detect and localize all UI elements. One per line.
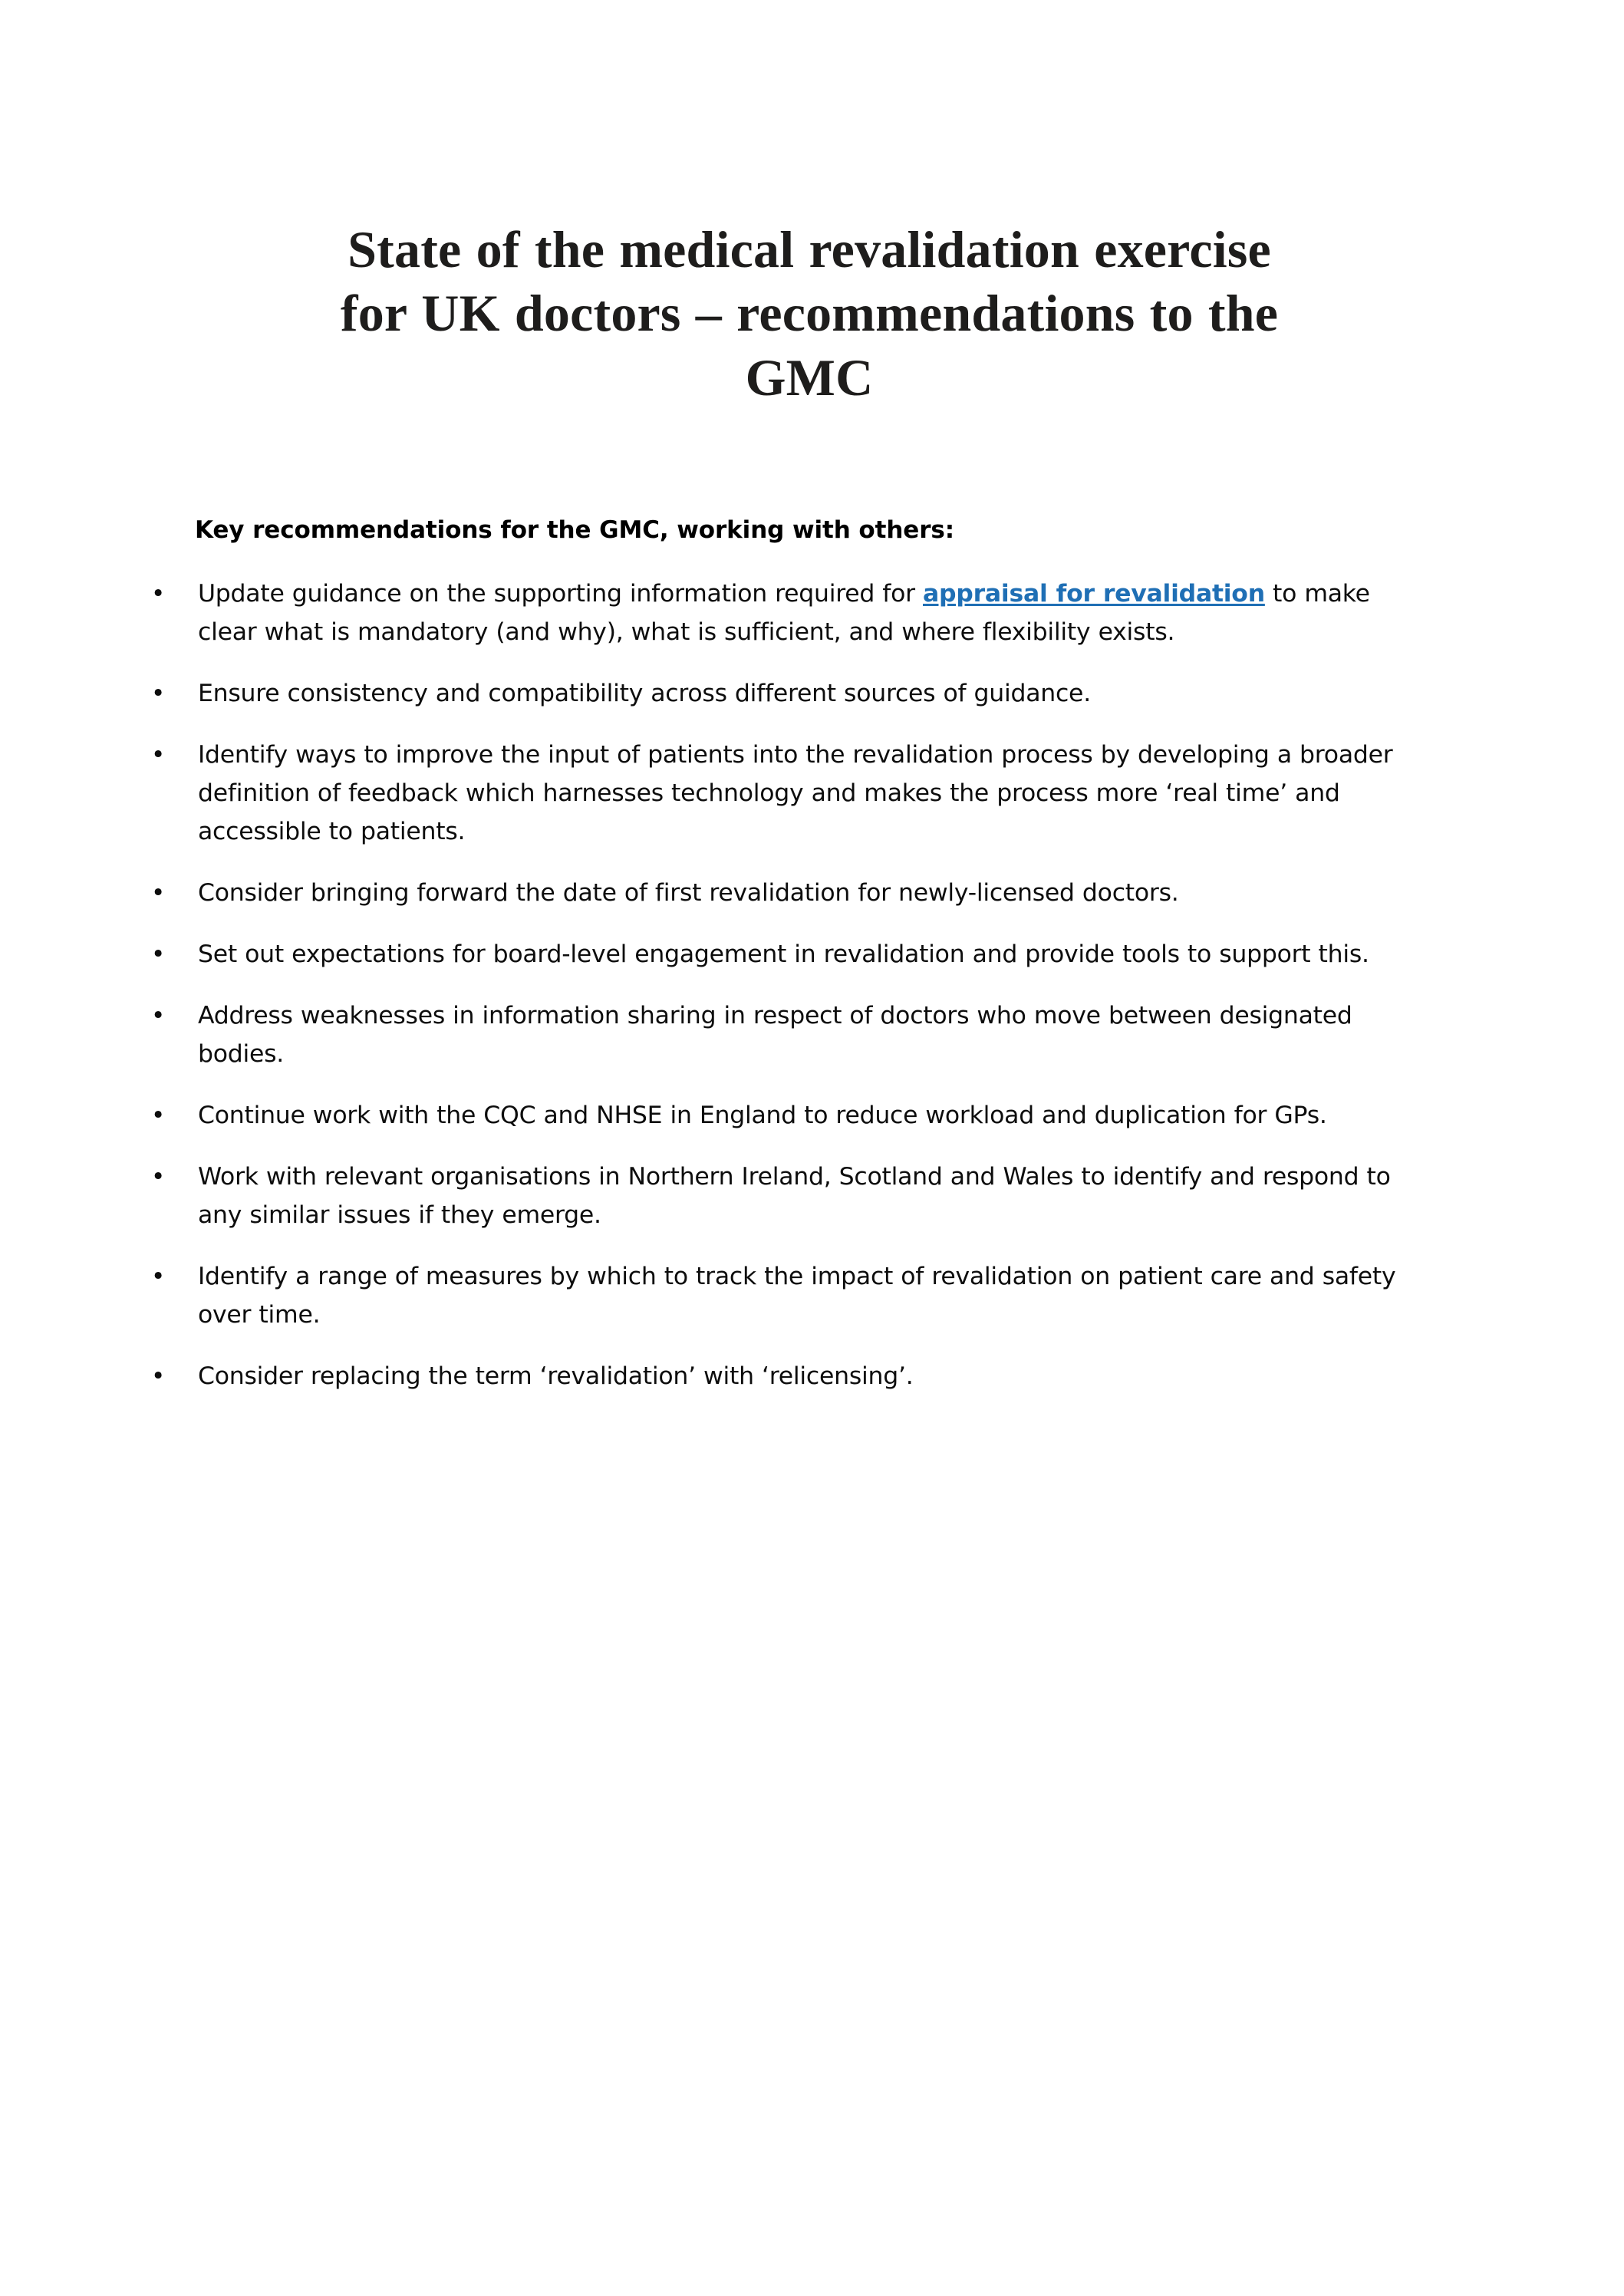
recommendation-item: [151, 575, 1408, 651]
recommendation-text: Address weaknesses in information sharing in respect of doctors who move between designated bodies.: [198, 1002, 1352, 1069]
recommendation-text: Identify ways to improve the input of patients into the revalidation process by developing a broader definition of feedback which harnesses technology and makes the process more ‘real time’ and accessible to patients.: [198, 741, 1393, 846]
document-body: [0, 491, 1624, 1418]
bullet-point-icon: •: [151, 879, 166, 908]
recommendation-item: [151, 1357, 1408, 1395]
recommendation-text-suffix: to make clear what is mandatory (and why), what is sufficient, and where flexibility exists.: [198, 580, 1370, 647]
bullet-point-icon: •: [151, 1102, 166, 1130]
recommendation-item: [151, 874, 1408, 912]
recommendation-text: Continue work with the CQC and NHSE in England to reduce workload and duplication for GPs.: [198, 1102, 1327, 1130]
page-title: [196, 218, 1423, 410]
bullet-point-icon: •: [151, 680, 166, 708]
recommendation-item: [151, 736, 1408, 851]
recommendation-text: Ensure consistency and compatibility across different sources of guidance.: [198, 680, 1091, 708]
recommendation-item: [151, 996, 1408, 1073]
recommendation-item: [151, 674, 1408, 713]
bullet-point-icon: •: [151, 741, 166, 769]
recommendation-item: [151, 1257, 1408, 1334]
recommendation-text: Consider bringing forward the date of first revalidation for newly-licensed doctors.: [198, 879, 1179, 908]
bullet-point-icon: •: [151, 1002, 166, 1030]
page-title-line-1: State of the medical revalidation exercise: [348, 219, 1271, 278]
section-heading: Key recommendations for the GMC, working with others:: [195, 516, 955, 544]
recommendation-text: Work with relevant organisations in Northern Ireland, Scotland and Wales to identify and respond to any similar issues if they emerge.: [198, 1163, 1391, 1230]
recommendation-text-prefix: Update guidance on the supporting information required for: [198, 580, 923, 608]
recommendation-text: Identify a range of measures by which to track the impact of revalidation on patient care and safety over time.: [198, 1263, 1396, 1329]
bullet-point-icon: •: [151, 1263, 166, 1291]
recommendation-item: [151, 935, 1408, 973]
page-title-line-2: for UK doctors – recommendations to the: [340, 284, 1279, 343]
recommendations-list: [0, 575, 1624, 1395]
appraisal-for-revalidation-link[interactable]: appraisal for revalidation: [923, 580, 1265, 608]
page-title-line-3: GMC: [745, 348, 874, 407]
bullet-point-icon: •: [151, 1362, 166, 1391]
bullet-point-icon: •: [151, 940, 166, 969]
bullet-point-icon: •: [151, 580, 166, 608]
recommendation-text: Consider replacing the term ‘revalidation’ with ‘relicensing’.: [198, 1362, 914, 1391]
bullet-point-icon: •: [151, 1163, 166, 1191]
recommendation-text: Set out expectations for board-level engagement in revalidation and provide tools to support this.: [198, 940, 1369, 969]
recommendation-item: [151, 1096, 1408, 1135]
recommendation-item: [151, 1158, 1408, 1234]
recommendation-text: [198, 580, 1370, 646]
